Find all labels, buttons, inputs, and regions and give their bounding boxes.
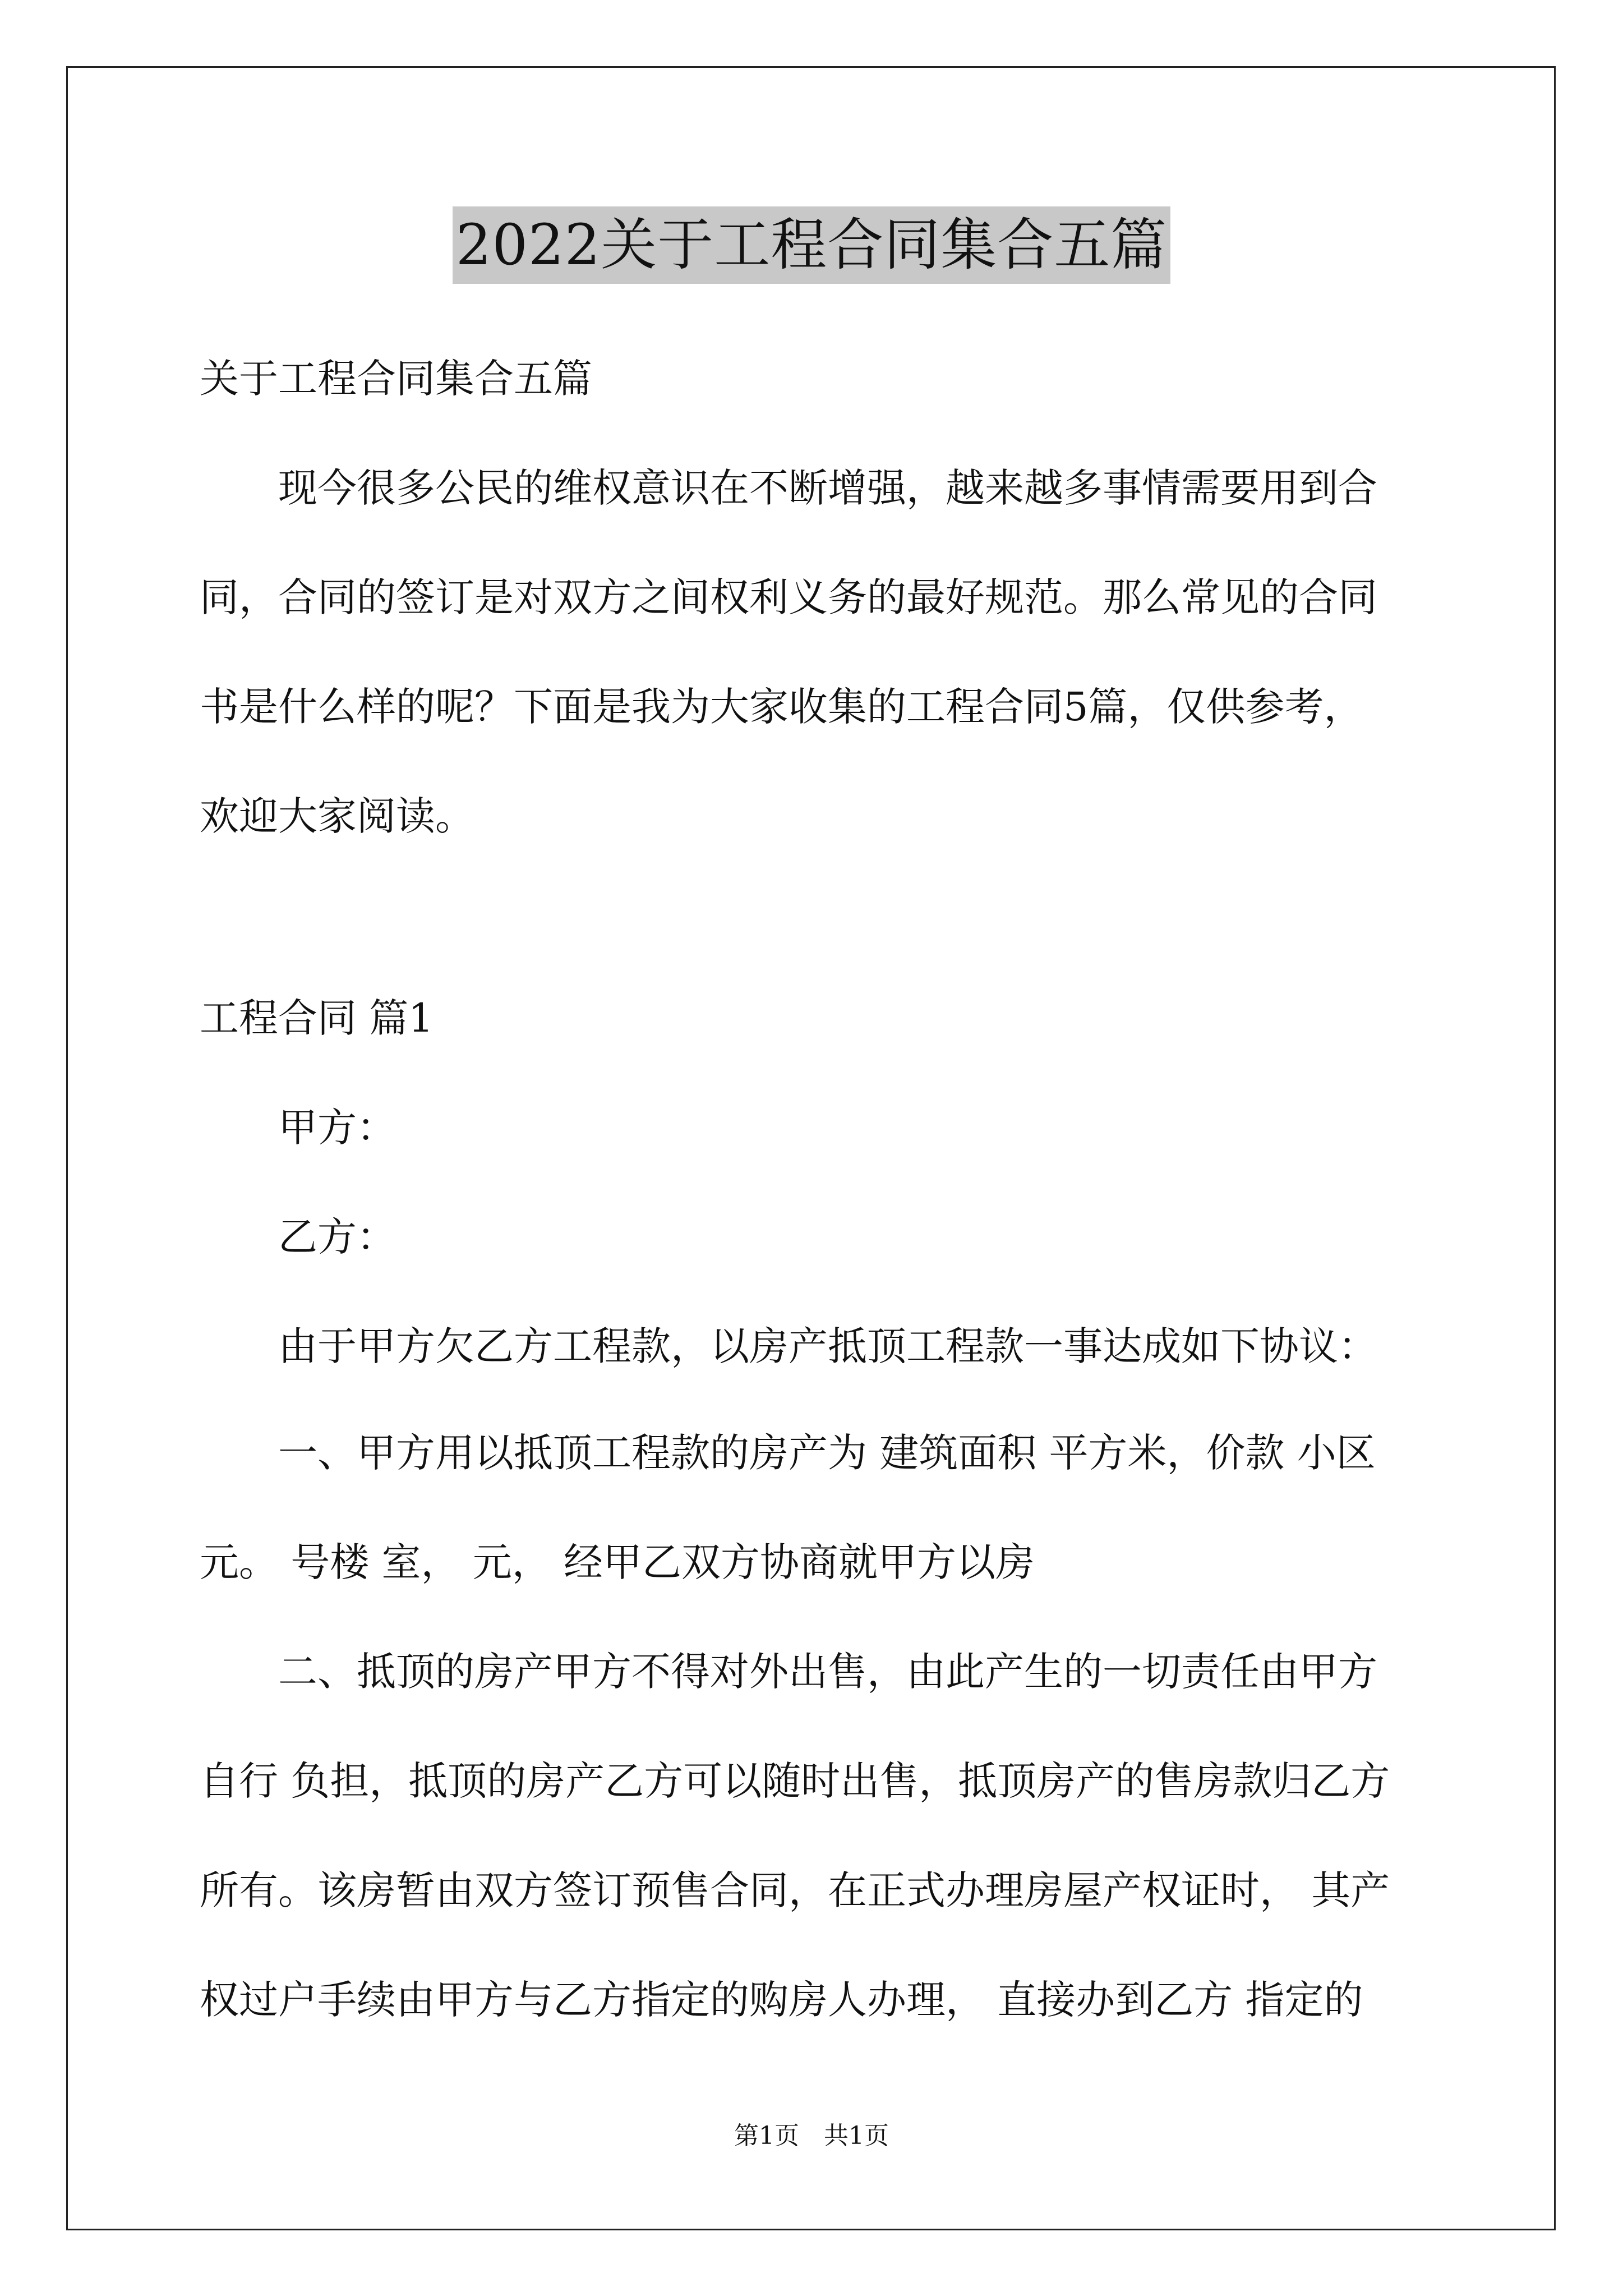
section-heading: 工程合同 篇1 (200, 995, 434, 1041)
document-title: 2022关于工程合同集合五篇 (453, 206, 1171, 284)
subtitle-line: 关于工程合同集合五篇 (200, 356, 592, 402)
party-b-line: 乙方： (200, 1214, 396, 1260)
paragraph-line: 同，合同的签订是对双方之间权利义务的最好规范。那么常见的合同 (200, 574, 1377, 620)
paragraph-line: 元。 号楼 室， 元， 经甲乙双方协商就甲方以房 (200, 1539, 1035, 1585)
paragraph-line: 书是什么样的呢？下面是我为大家收集的工程合同5篇，仅供参考， (200, 684, 1363, 730)
paragraph-line: 现今很多公民的维权意识在不断增强，越来越多事情需要用到合 (200, 465, 1377, 511)
paragraph-line: 自行 负担，抵顶的房产乙方可以随时出售，抵顶房产的售房款归乙方 (200, 1758, 1390, 1804)
paragraph-line: 所有。该房暂由双方签订预售合同，在正式办理房屋产权证时， 其产 (200, 1867, 1390, 1913)
page-footer: 第1页 共1页 (734, 2122, 889, 2150)
paragraph-line: 一、甲方用以抵顶工程款的房产为 建筑面积 平方米，价款 小区 (200, 1430, 1376, 1476)
party-a-line: 甲方： (200, 1105, 396, 1151)
paragraph-line: 由于甲方欠乙方工程款，以房产抵顶工程款一事达成如下协议： (200, 1323, 1377, 1369)
paragraph-line: 二、抵顶的房产甲方不得对外出售，由此产生的一切责任由甲方 (200, 1649, 1377, 1695)
paragraph-line: 权过户手续由甲方与乙方指定的购房人办理， 直接办到乙方 指定的 (200, 1977, 1363, 2023)
title-container (0, 206, 1623, 284)
paragraph-line: 欢迎大家阅读。 (200, 793, 474, 839)
